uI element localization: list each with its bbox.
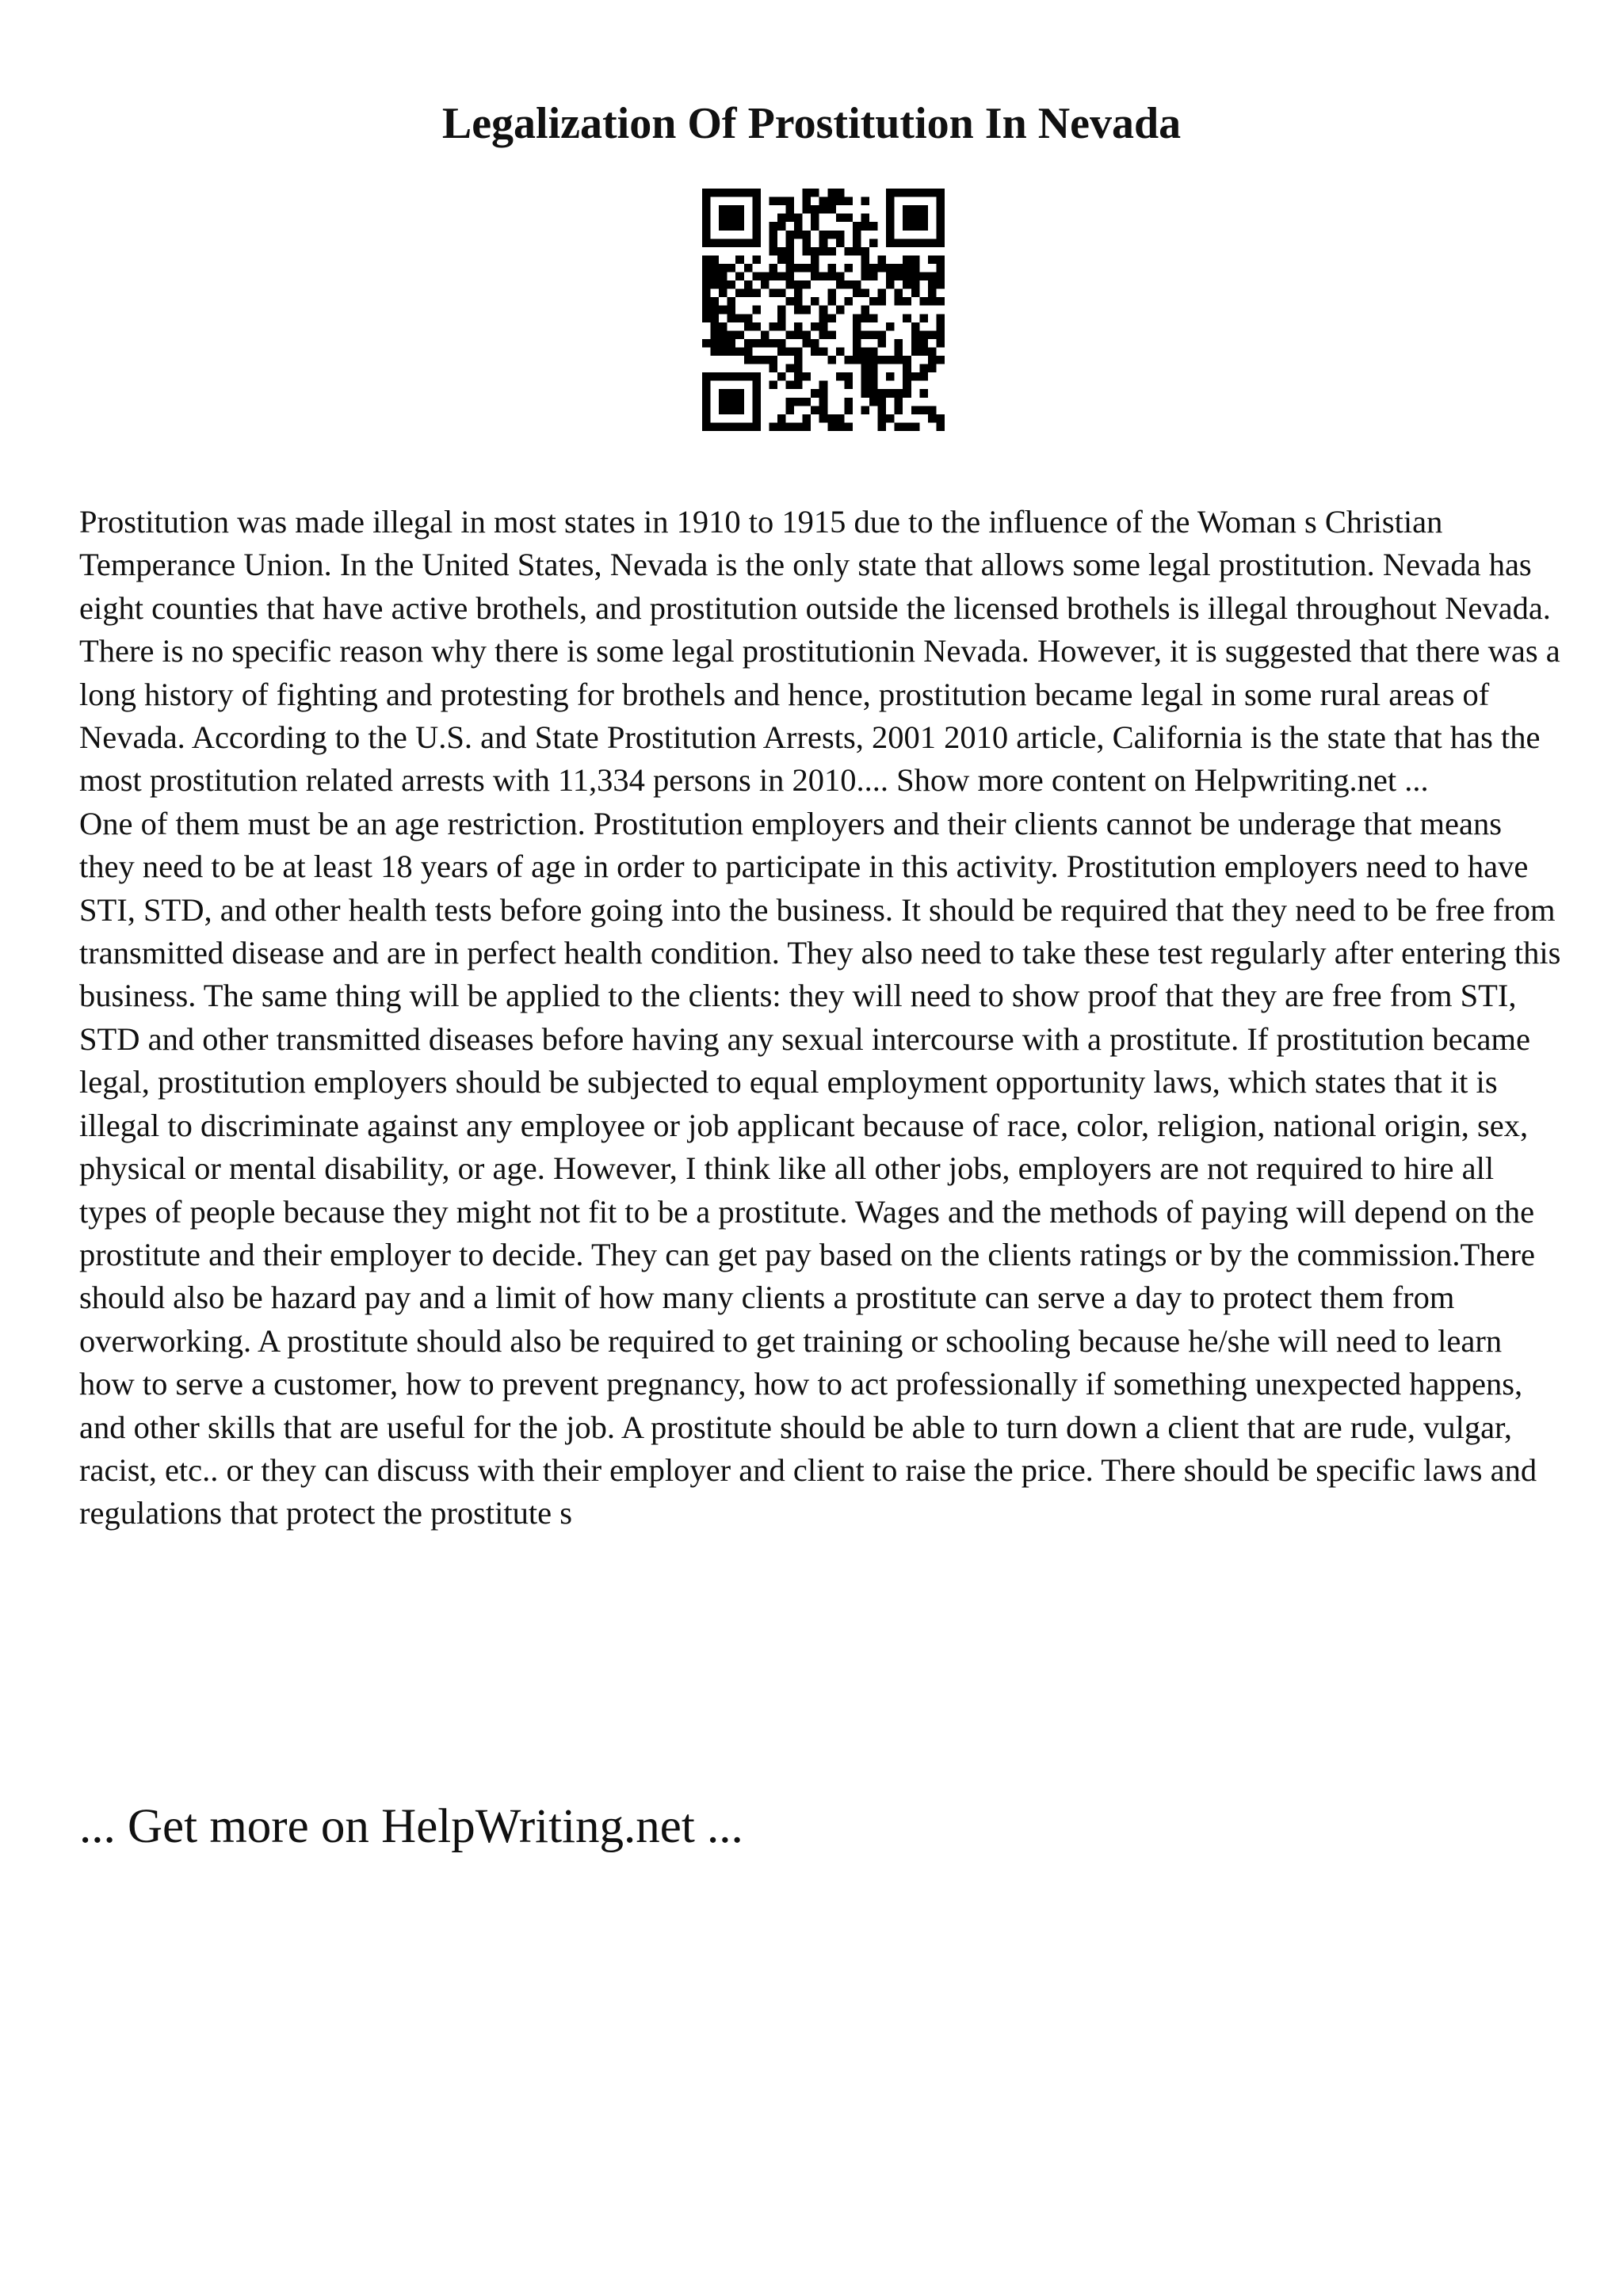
qr-code-icon[interactable] <box>702 189 945 431</box>
paragraph-1: Prostitution was made illegal in most states in 1910 to 1915 due to the influence of the Woman s Christian Temperance Union. In the United States, Nevada is the only state that allows some legal prostitution. Nevada has eight counties that have active brothels, and prostitution outside the licensed brothels is illegal throughout Nevada. There is no specific reason why there is some legal prostitutionin Nevada. However, it is suggested that there was a long history of fighting and protesting for brothels and hence, prostitution became legal in some rural areas of Nevada. According to the U.S. and State Prostitution Arrests, 2001 2010 article, California is the state that has the most prostitution related arrests with 11,334 persons in 2010.... Show more content on Helpwriting.net ... <box>79 504 1560 799</box>
get-more-link[interactable]: ... Get more on HelpWriting.net ... <box>79 1800 743 1853</box>
article-body <box>79 501 1561 1535</box>
document-title: Legalization Of Prostitution In Nevada <box>441 99 1182 148</box>
paragraph-2: One of them must be an age restriction. Prostitution employers and their clients cannot be underage that means they need to be at least 18 years of age in order to participate in this activity. Prostitution employers need to have STI, STD, and other health tests before going into the business. It should be required that they need to be free from transmitted disease and are in perfect health condition. They also need to take these test regularly after entering this business. The same thing will be applied to the clients: they will need to show proof that they are free from STI, STD and other transmitted diseases before having any sexual intercourse with a prostitute. If prostitution became legal, prostitution employers should be subjected to equal employment opportunity laws, which states that it is illegal to discriminate against any employee or job applicant because of race, color, religion, national origin, sex, physical or mental disability, or age. However, I think like all other jobs, employers are not required to hire all types of people because they might not fit to be a prostitute. Wages and the methods of paying will depend on the prostitute and their employer to decide. They can get pay based on the clients ratings or by the commission.There should also be hazard pay and a limit of how many clients a prostitute can serve a day to protect them from overworking. A prostitute should also be required to get training or schooling because he/she will need to learn how to serve a customer, how to prevent pregnancy, how to act professionally if something unexpected happens, and other skills that are useful for the job. A prostitute should be able to turn down a client that are rude, vulgar, racist, etc.. or they can discuss with their employer and client to raise the price. There should be specific laws and regulations that protect the prostitute s <box>79 805 1561 1531</box>
